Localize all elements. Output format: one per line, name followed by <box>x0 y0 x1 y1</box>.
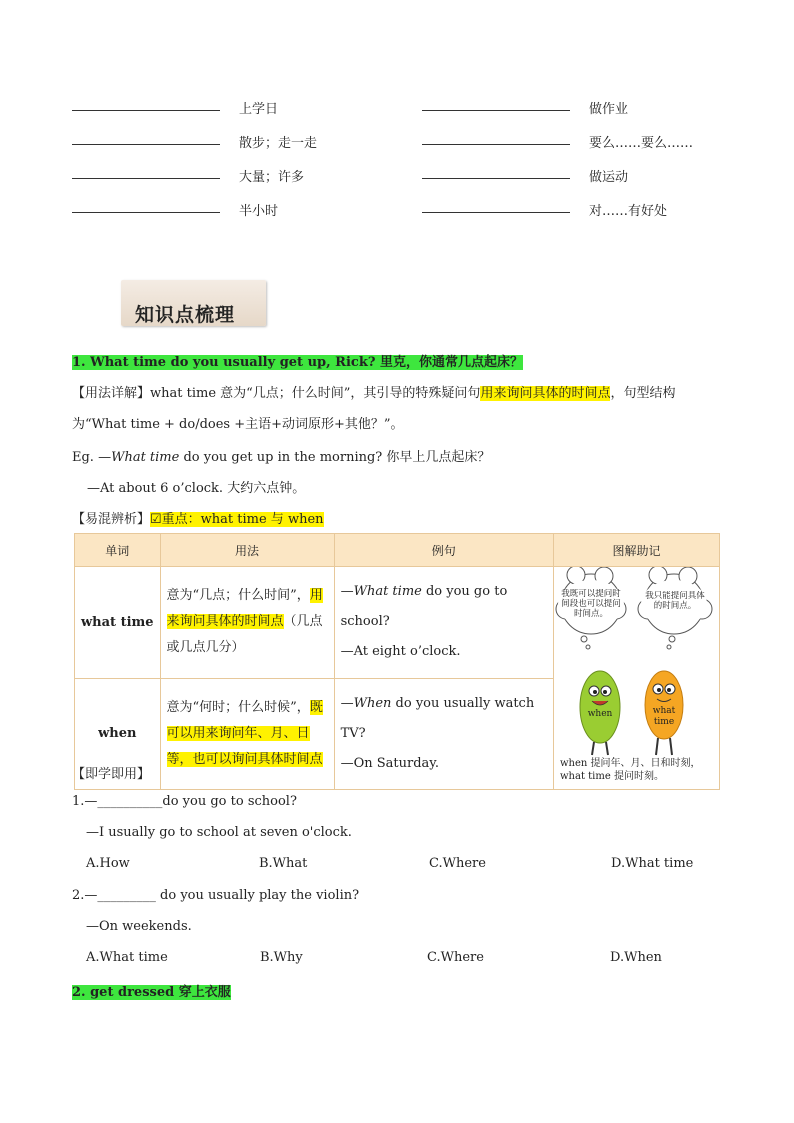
question-2: 2.—_________ do you usually play the violin? <box>72 888 360 903</box>
example-keyword: What time <box>353 584 422 600</box>
example-answer: —At eight o’clock. <box>340 644 461 660</box>
example-question <box>72 446 490 465</box>
example-cell <box>334 678 553 790</box>
table-header: 用法 <box>160 534 334 567</box>
example-question <box>341 689 547 749</box>
answer-blank[interactable] <box>72 144 220 145</box>
example-answer: —On Saturday. <box>340 755 440 771</box>
option-d[interactable]: D.When <box>610 950 662 965</box>
word-cell: when <box>75 678 161 790</box>
option-a[interactable]: A.What time <box>86 950 168 965</box>
usage-text: 意为“何时；什么时候”， <box>166 699 310 715</box>
confuse-highlight: ☑重点：what time 与 when <box>150 512 324 527</box>
question-2-answer: —On weekends. <box>86 919 192 934</box>
table-row <box>75 567 720 679</box>
vocab-meaning: 大量；许多 <box>239 170 305 185</box>
example-text: do you usually watch TV? <box>340 695 535 741</box>
point-title-text: 2. get dressed 穿上衣服 <box>72 985 231 1000</box>
bubble-left-text: 我既可以提问时间段也可以提问时间点。 <box>561 589 621 619</box>
usage-text: 【用法详解】what time 意为“几点；什么时间”，其引导的特殊疑问句 <box>72 386 481 401</box>
comparison-table <box>74 533 720 790</box>
question-1: 1.—__________do you go to school? <box>72 794 297 809</box>
word-cell: what time <box>75 567 161 679</box>
usage-cell <box>160 678 334 790</box>
option-d[interactable]: D.What time <box>611 856 694 871</box>
answer-blank[interactable] <box>422 144 570 145</box>
option-c[interactable]: C.Where <box>429 856 486 871</box>
section-banner <box>121 280 266 326</box>
banner-title: 知识点梳理 <box>135 304 236 326</box>
example-question <box>341 577 547 637</box>
usage-structure: 为“What time + do/does +主语+动词原形+其他？”。 <box>72 417 404 432</box>
option-b[interactable]: B.Why <box>260 950 303 965</box>
example-text: do you go to school? <box>340 584 508 630</box>
answer-blank[interactable] <box>72 110 220 111</box>
answer-blank[interactable] <box>72 212 220 213</box>
confuse-label: 【易混辨析】 <box>72 512 151 527</box>
vocab-row <box>72 166 712 186</box>
vocab-row <box>72 132 712 152</box>
table-header: 例句 <box>334 534 553 567</box>
point-title-text: 1. What time do you usually get up, Rick? 里克，你通常几点起床？ <box>72 355 523 370</box>
confuse-heading <box>72 508 324 527</box>
dash: — <box>340 584 354 600</box>
mnemonic-illustration <box>554 567 718 785</box>
usage-detail <box>72 382 675 401</box>
answer-blank[interactable] <box>72 178 220 179</box>
vocab-meaning: 做作业 <box>589 102 629 117</box>
when-label: when <box>587 709 613 719</box>
dash: — <box>340 695 354 711</box>
table-header: 单词 <box>75 534 161 567</box>
point-title <box>72 351 523 370</box>
illustration-cell <box>553 567 719 790</box>
option-b[interactable]: B.What <box>259 856 308 871</box>
answer-blank[interactable] <box>422 212 570 213</box>
example-prefix: Eg. — <box>72 450 112 465</box>
usage-highlight: 既可以用来询问年、月、日等，也可以询问具体时间点 <box>166 699 323 767</box>
example-answer: —At about 6 o’clock. 大约六点钟。 <box>87 481 306 496</box>
point-title <box>72 981 231 1000</box>
question-1-answer: —I usually go to school at seven o'clock. <box>86 825 352 840</box>
vocab-meaning: 做运动 <box>589 170 629 185</box>
vocab-meaning: 上学日 <box>239 102 279 117</box>
usage-text: （几点或几点几分） <box>166 614 323 656</box>
usage-text: ，句型结构 <box>610 386 676 401</box>
bubble-right-text: 我只能提问具体的时间点。 <box>645 591 705 611</box>
vocab-row <box>72 98 712 118</box>
vocab-meaning: 散步；走一走 <box>239 136 318 151</box>
answer-blank[interactable] <box>422 178 570 179</box>
illustration-caption: when 提问年、月、日和时刻，what time 提问时刻。 <box>559 758 701 782</box>
vocab-meaning: 对……有好处 <box>589 204 668 219</box>
example-cell <box>334 567 553 679</box>
usage-highlight: 用来询问具体的时间点 <box>166 588 323 630</box>
table-header-row <box>75 534 720 567</box>
usage-highlight: 用来询问具体的时间点 <box>480 386 611 401</box>
example-text: do you get up in the morning? 你早上几点起床？ <box>179 450 491 465</box>
example-keyword: What time <box>111 450 180 465</box>
example-keyword: When <box>353 695 392 711</box>
usage-cell <box>160 567 334 679</box>
answer-blank[interactable] <box>422 110 570 111</box>
option-c[interactable]: C.Where <box>427 950 484 965</box>
what-time-label: what time <box>652 706 676 727</box>
table-header: 图解助记 <box>553 534 719 567</box>
usage-text: 意为“几点；什么时间”， <box>166 588 310 604</box>
practice-label: 【即学即用】 <box>72 767 151 782</box>
vocab-meaning: 要么……要么…… <box>589 136 694 151</box>
vocab-row <box>72 200 712 220</box>
vocab-meaning: 半小时 <box>239 204 279 219</box>
option-a[interactable]: A.How <box>86 856 130 871</box>
